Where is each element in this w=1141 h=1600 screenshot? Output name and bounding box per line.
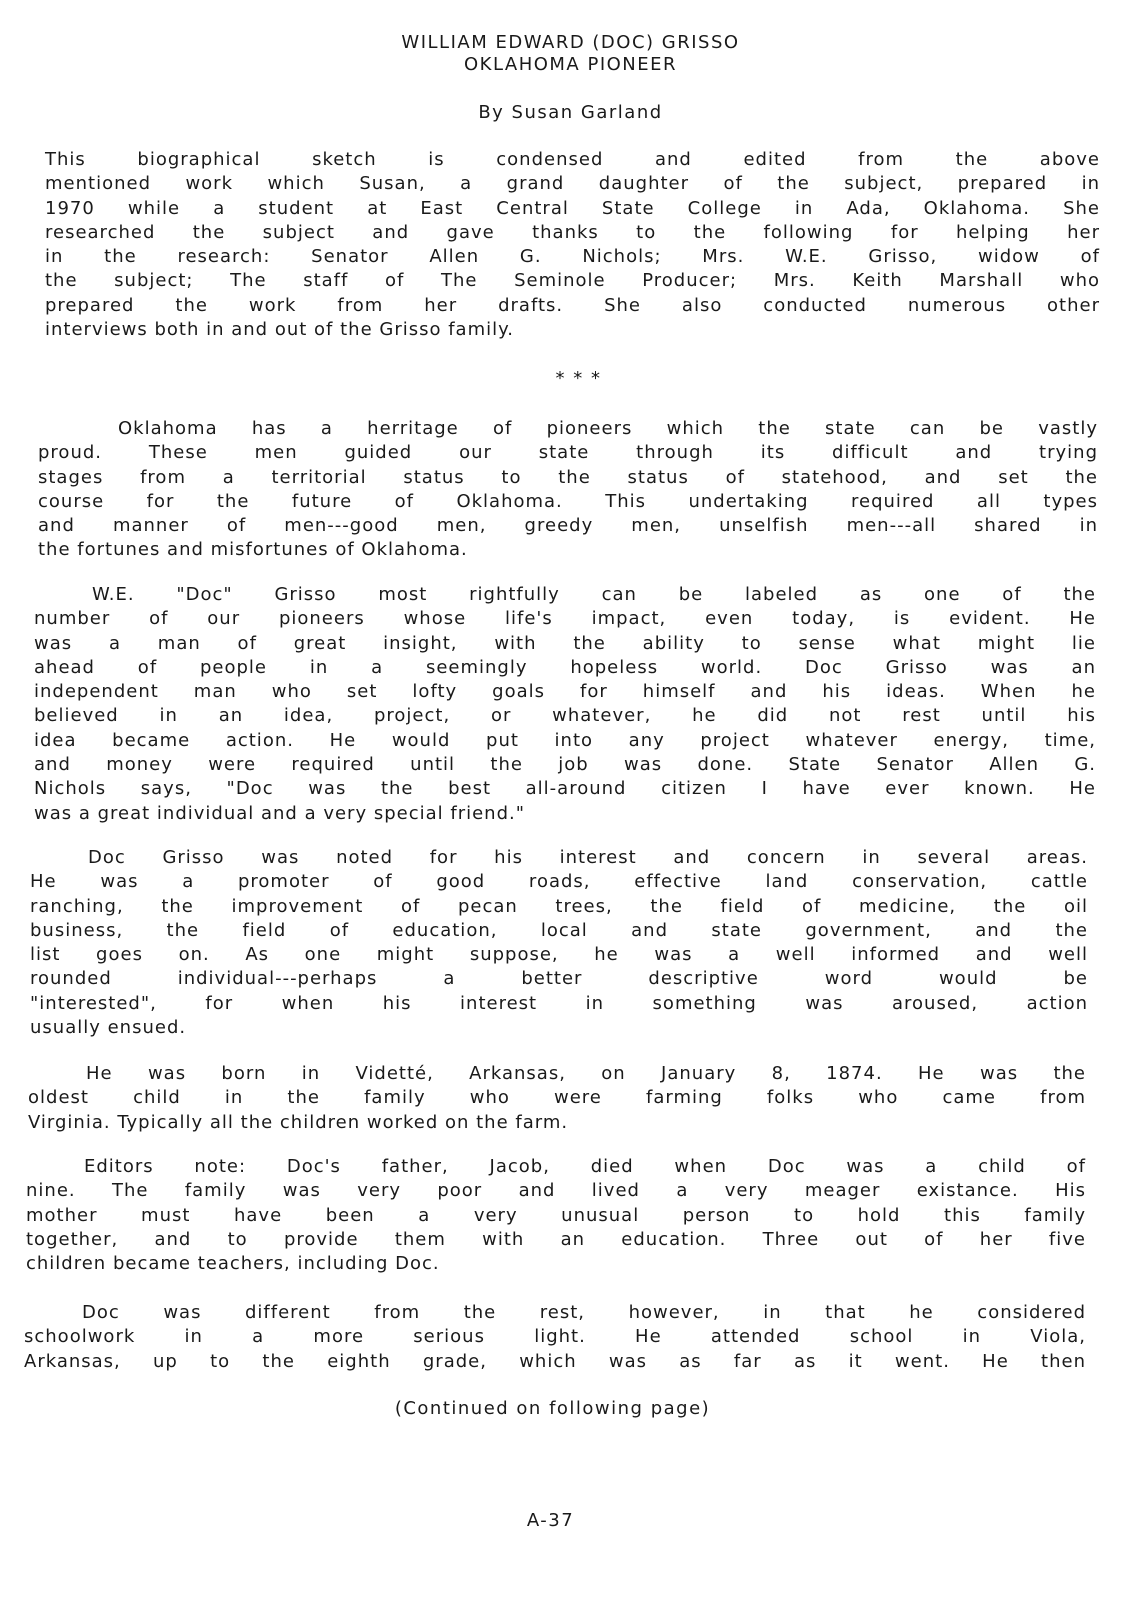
text-line: This biographical sketch is condensed and edited from the above: [45, 149, 1100, 170]
text-line: the fortunes and misfortunes of Oklahoma.: [38, 539, 468, 561]
document-title: [0, 32, 1141, 76]
text-line: children became teachers, including Doc.: [26, 1253, 440, 1275]
text-line: stages from a territorial status to the status of statehood, and set the: [38, 466, 1098, 488]
page-number: A-37: [526, 1510, 575, 1531]
text-line: course for the future of Oklahoma. This undertaking required all types: [38, 490, 1098, 512]
text-line: mother must have been a very unusual person to hold this family: [26, 1204, 1086, 1226]
body-paragraph: [38, 417, 1098, 563]
continued-note: (Continued on following page): [394, 1398, 711, 1419]
title-line-1: WILLIAM EDWARD (DOC) GRISSO: [401, 32, 740, 53]
text-line: idea became action. He would put into any project whatever energy, time,: [34, 729, 1096, 751]
text-line: Arkansas, up to the eighth grade, which was as far as it went. He then: [24, 1350, 1086, 1372]
intro-paragraph: [45, 148, 1100, 342]
text-line: schoolwork in a more serious light. He attended school in Viola,: [24, 1326, 1086, 1348]
body-paragraph: [26, 1155, 1086, 1276]
text-line: researched the subject and gave thanks to the following for helping her: [45, 221, 1100, 243]
body-paragraph: [24, 1301, 1086, 1374]
text-line: prepared the work from her drafts. She also conducted numerous other: [45, 294, 1100, 316]
text-line: "interested", for when his interest in something was aroused, action: [30, 992, 1088, 1014]
body-paragraph: [28, 1062, 1086, 1135]
body-paragraph: [34, 583, 1096, 826]
text-line: Doc Grisso was noted for his interest and concern in several areas.: [88, 847, 1088, 868]
text-line: list goes on. As one might suppose, he was a well informed and well: [30, 944, 1088, 966]
text-line: 1970 while a student at East Central State College in Ada, Oklahoma. She: [45, 197, 1100, 219]
title-line-2: OKLAHOMA PIONEER: [463, 54, 678, 75]
text-line: Editors note: Doc's father, Jacob, died when Doc was a child of: [84, 1156, 1086, 1177]
text-line: ahead of people in a seemingly hopeless world. Doc Grisso was an: [34, 656, 1096, 678]
text-line: Doc was different from the rest, however, in that he considered: [82, 1302, 1086, 1323]
text-line: oldest child in the family who were farming folks who came from: [28, 1087, 1086, 1109]
text-line: independent man who set lofty goals for himself and his ideas. When he: [34, 681, 1096, 703]
text-line: in the research: Senator Allen G. Nichols; Mrs. W.E. Grisso, widow of: [45, 246, 1100, 268]
text-line: number of our pioneers whose life's impact, even today, is evident. He: [34, 608, 1096, 630]
text-line: W.E. "Doc" Grisso most rightfully can be labeled as one of the: [92, 584, 1096, 605]
text-line: the subject; The staff of The Seminole Producer; Mrs. Keith Marshall who: [45, 270, 1100, 292]
byline: By Susan Garland: [478, 102, 663, 123]
text-line: was a man of great insight, with the ability to sense what might lie: [34, 632, 1096, 654]
text-line: Nichols says, "Doc was the best all-around citizen I have ever known. He: [34, 778, 1096, 800]
text-line: Virginia. Typically all the children worked on the farm.: [28, 1111, 569, 1133]
text-line: nine. The family was very poor and lived a very meager existance. His: [26, 1180, 1086, 1202]
text-line: interviews both in and out of the Grisso family.: [45, 319, 514, 341]
section-divider-stars: * * *: [555, 368, 602, 389]
text-line: rounded individual---perhaps a better descriptive word would be: [30, 968, 1088, 990]
text-line: and manner of men---good men, greedy men, unselfish men---all shared in: [38, 515, 1098, 537]
text-line: and money were required until the job was done. State Senator Allen G.: [34, 754, 1096, 776]
text-line: Oklahoma has a herritage of pioneers which the state can be vastly: [118, 418, 1098, 439]
text-line: was a great individual and a very special friend.": [34, 802, 526, 824]
text-line: together, and to provide them with an education. Three out of her five: [26, 1228, 1086, 1250]
text-line: believed in an idea, project, or whatever, he did not rest until his: [34, 705, 1096, 727]
body-paragraph: [30, 846, 1088, 1040]
text-line: He was born in Videtté, Arkansas, on January 8, 1874. He was the: [86, 1063, 1086, 1084]
text-line: He was a promoter of good roads, effective land conservation, cattle: [30, 871, 1088, 893]
text-line: usually ensued.: [30, 1017, 187, 1039]
text-line: proud. These men guided our state through its difficult and trying: [38, 442, 1098, 464]
text-line: ranching, the improvement of pecan trees, the field of medicine, the oil: [30, 895, 1088, 917]
text-line: business, the field of education, local and state government, and the: [30, 919, 1088, 941]
text-line: mentioned work which Susan, a grand daughter of the subject, prepared in: [45, 173, 1100, 195]
